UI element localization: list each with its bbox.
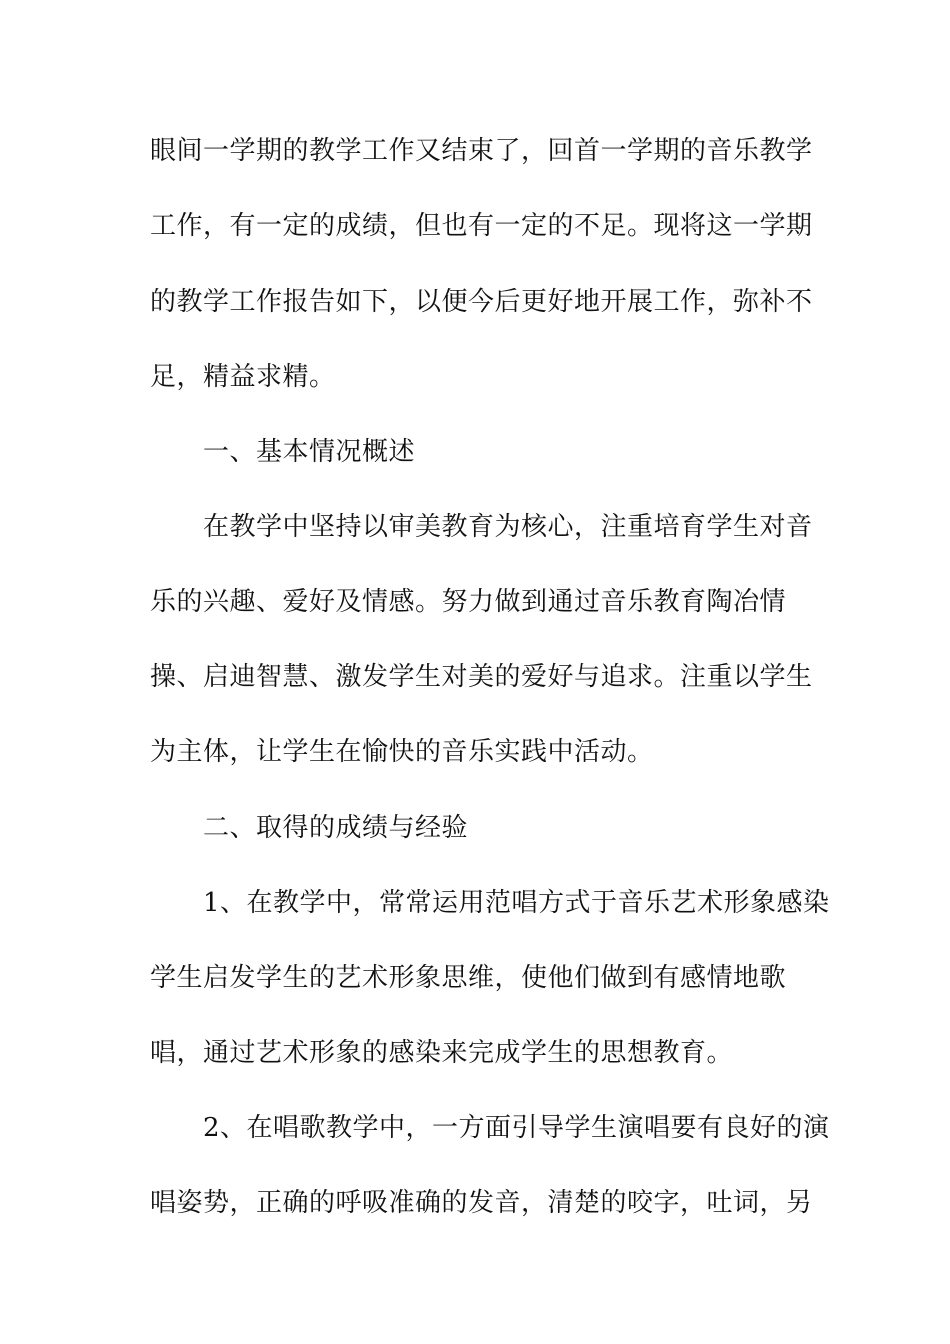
body-text-line: 工作，有一定的成绩，但也有一定的不足。现将这一学期 bbox=[150, 211, 813, 241]
paragraph-first-line: 在教学中坚持以审美教育为核心，注重培育学生对音 bbox=[203, 512, 813, 542]
body-text-line: 唱姿势，正确的呼吸准确的发音，清楚的咬字，吐词，另 bbox=[150, 1188, 813, 1218]
body-text-line: 眼间一学期的教学工作又结束了，回首一学期的音乐教学 bbox=[150, 136, 813, 166]
paragraph-first-line: 1、在教学中，常常运用范唱方式于音乐艺术形象感染 bbox=[203, 888, 830, 918]
section-heading: 二、取得的成绩与经验 bbox=[203, 813, 469, 843]
paragraph-first-line: 2、在唱歌教学中，一方面引导学生演唱要有良好的演 bbox=[203, 1113, 830, 1143]
body-text-line: 唱，通过艺术形象的感染来完成学生的思想教育。 bbox=[150, 1038, 734, 1068]
body-text-line: 乐的兴趣、爱好及情感。努力做到通过音乐教育陶冶情 bbox=[150, 587, 787, 617]
body-text-line: 的教学工作报告如下，以便今后更好地开展工作，弥补不 bbox=[150, 287, 813, 317]
body-text-line: 操、启迪智慧、激发学生对美的爱好与追求。注重以学生 bbox=[150, 662, 813, 692]
body-text-line: 足，精益求精。 bbox=[150, 362, 336, 392]
body-text-line: 为主体，让学生在愉快的音乐实践中活动。 bbox=[150, 737, 654, 767]
section-heading: 一、基本情况概述 bbox=[203, 437, 416, 467]
body-text-line: 学生启发学生的艺术形象思维，使他们做到有感情地歌 bbox=[150, 963, 787, 993]
